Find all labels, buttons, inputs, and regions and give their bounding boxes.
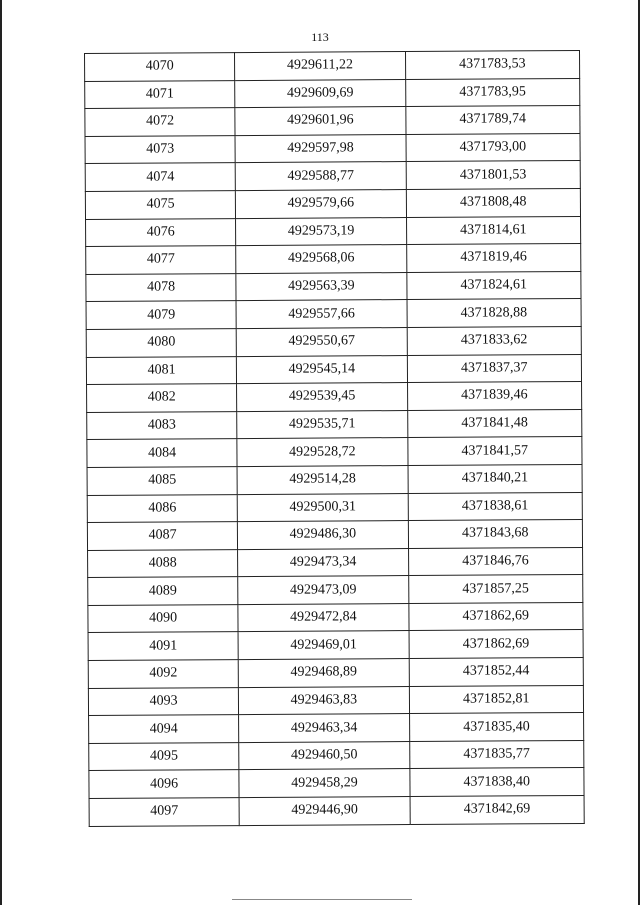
point-number-cell: 4092 <box>88 660 238 689</box>
table-row <box>88 602 583 633</box>
x-coordinate-cell: 4929609,69 <box>235 79 406 108</box>
page-edge-left <box>0 0 2 905</box>
page-number: 113 <box>311 30 329 44</box>
table-row <box>89 795 584 826</box>
y-coordinate-cell: 4371814,61 <box>406 216 581 245</box>
table-row <box>85 133 580 164</box>
x-coordinate-cell: 4929535,71 <box>237 410 408 439</box>
table-row <box>89 768 584 799</box>
y-coordinate-cell: 4371852,44 <box>409 658 584 687</box>
point-number-cell: 4084 <box>87 439 237 468</box>
x-coordinate-cell: 4929597,98 <box>235 134 406 163</box>
table-row <box>87 520 582 551</box>
x-coordinate-cell: 4929472,84 <box>238 603 409 632</box>
y-coordinate-cell: 4371862,69 <box>409 602 584 631</box>
x-coordinate-cell: 4929568,06 <box>236 245 407 274</box>
footer-rule <box>232 899 412 900</box>
point-number-cell: 4075 <box>85 191 235 220</box>
table-row <box>86 216 581 247</box>
y-coordinate-cell: 4371783,95 <box>405 78 580 107</box>
table-row <box>88 547 583 578</box>
x-coordinate-cell: 4929573,19 <box>236 217 407 246</box>
x-coordinate-cell: 4929460,50 <box>239 741 410 770</box>
y-coordinate-cell: 4371839,46 <box>407 382 582 411</box>
x-coordinate-cell: 4929473,09 <box>238 576 409 605</box>
point-number-cell: 4088 <box>88 549 238 578</box>
x-coordinate-cell: 4929463,83 <box>239 686 410 715</box>
table-row <box>88 575 583 606</box>
x-coordinate-cell: 4929473,34 <box>238 548 409 577</box>
y-coordinate-cell: 4371824,61 <box>406 271 581 300</box>
table-row <box>87 464 582 495</box>
x-coordinate-cell: 4929588,77 <box>235 162 406 191</box>
point-number-cell: 4096 <box>89 770 239 799</box>
y-coordinate-cell: 4371841,48 <box>407 409 582 438</box>
point-number-cell: 4074 <box>85 163 235 192</box>
point-number-cell: 4080 <box>86 329 236 358</box>
table-row <box>89 713 584 744</box>
table-row <box>86 354 581 385</box>
table-row <box>88 685 583 716</box>
x-coordinate-cell: 4929446,90 <box>239 797 410 826</box>
table-row <box>85 161 580 192</box>
y-coordinate-cell: 4371843,68 <box>408 520 583 549</box>
table-row <box>85 50 580 81</box>
y-coordinate-cell: 4371862,69 <box>409 630 584 659</box>
x-coordinate-cell: 4929550,67 <box>236 327 407 356</box>
y-coordinate-cell: 4371846,76 <box>408 547 583 576</box>
point-number-cell: 4094 <box>89 715 239 744</box>
table-row <box>85 78 580 109</box>
point-number-cell: 4079 <box>86 301 236 330</box>
x-coordinate-cell: 4929539,45 <box>237 383 408 412</box>
y-coordinate-cell: 4371837,37 <box>407 354 582 383</box>
point-number-cell: 4090 <box>88 604 238 633</box>
y-coordinate-cell: 4371808,48 <box>406 188 581 217</box>
y-coordinate-cell: 4371852,81 <box>409 685 584 714</box>
coordinates-table-body <box>85 50 585 826</box>
table-row <box>85 188 580 219</box>
x-coordinate-cell: 4929468,89 <box>238 659 409 688</box>
y-coordinate-cell: 4371857,25 <box>408 575 583 604</box>
point-number-cell: 4087 <box>87 522 237 551</box>
table-row <box>88 658 583 689</box>
x-coordinate-cell: 4929463,34 <box>239 714 410 743</box>
coordinates-table <box>84 50 585 827</box>
y-coordinate-cell: 4371819,46 <box>406 244 581 273</box>
y-coordinate-cell: 4371835,40 <box>409 713 584 742</box>
point-number-cell: 4091 <box>88 632 238 661</box>
point-number-cell: 4097 <box>89 798 239 827</box>
table-row <box>86 244 581 275</box>
table-row <box>86 271 581 302</box>
y-coordinate-cell: 4371840,21 <box>408 464 583 493</box>
table-row <box>87 492 582 523</box>
x-coordinate-cell: 4929563,39 <box>236 272 407 301</box>
point-number-cell: 4070 <box>85 53 235 82</box>
point-number-cell: 4089 <box>88 577 238 606</box>
point-number-cell: 4095 <box>89 742 239 771</box>
point-number-cell: 4072 <box>85 108 235 137</box>
x-coordinate-cell: 4929458,29 <box>239 769 410 798</box>
x-coordinate-cell: 4929611,22 <box>235 52 406 81</box>
table-row <box>87 437 582 468</box>
point-number-cell: 4093 <box>88 687 238 716</box>
point-number-cell: 4078 <box>86 273 236 302</box>
x-coordinate-cell: 4929469,01 <box>238 631 409 660</box>
table-row <box>87 409 582 440</box>
point-number-cell: 4082 <box>87 384 237 413</box>
point-number-cell: 4071 <box>85 80 235 109</box>
y-coordinate-cell: 4371838,61 <box>408 492 583 521</box>
table-row <box>86 299 581 330</box>
y-coordinate-cell: 4371842,69 <box>410 795 585 824</box>
table-row <box>85 106 580 137</box>
point-number-cell: 4085 <box>87 466 237 495</box>
y-coordinate-cell: 4371793,00 <box>406 133 581 162</box>
x-coordinate-cell: 4929545,14 <box>237 355 408 384</box>
x-coordinate-cell: 4929500,31 <box>237 493 408 522</box>
y-coordinate-cell: 4371833,62 <box>407 326 582 355</box>
x-coordinate-cell: 4929528,72 <box>237 438 408 467</box>
y-coordinate-cell: 4371783,53 <box>405 50 580 79</box>
y-coordinate-cell: 4371841,57 <box>407 437 582 466</box>
point-number-cell: 4081 <box>86 356 236 385</box>
point-number-cell: 4076 <box>86 218 236 247</box>
point-number-cell: 4073 <box>85 135 235 164</box>
point-number-cell: 4083 <box>87 411 237 440</box>
table-row <box>89 740 584 771</box>
x-coordinate-cell: 4929557,66 <box>236 300 407 329</box>
table-row <box>87 382 582 413</box>
y-coordinate-cell: 4371835,77 <box>409 740 584 769</box>
y-coordinate-cell: 4371828,88 <box>407 299 582 328</box>
table-row <box>86 326 581 357</box>
point-number-cell: 4086 <box>87 494 237 523</box>
x-coordinate-cell: 4929486,30 <box>238 521 409 550</box>
point-number-cell: 4077 <box>86 246 236 275</box>
x-coordinate-cell: 4929579,66 <box>236 190 407 219</box>
table-row <box>88 630 583 661</box>
y-coordinate-cell: 4371838,40 <box>410 768 585 797</box>
x-coordinate-cell: 4929514,28 <box>237 465 408 494</box>
x-coordinate-cell: 4929601,96 <box>235 107 406 136</box>
y-coordinate-cell: 4371801,53 <box>406 161 581 190</box>
y-coordinate-cell: 4371789,74 <box>405 106 580 135</box>
